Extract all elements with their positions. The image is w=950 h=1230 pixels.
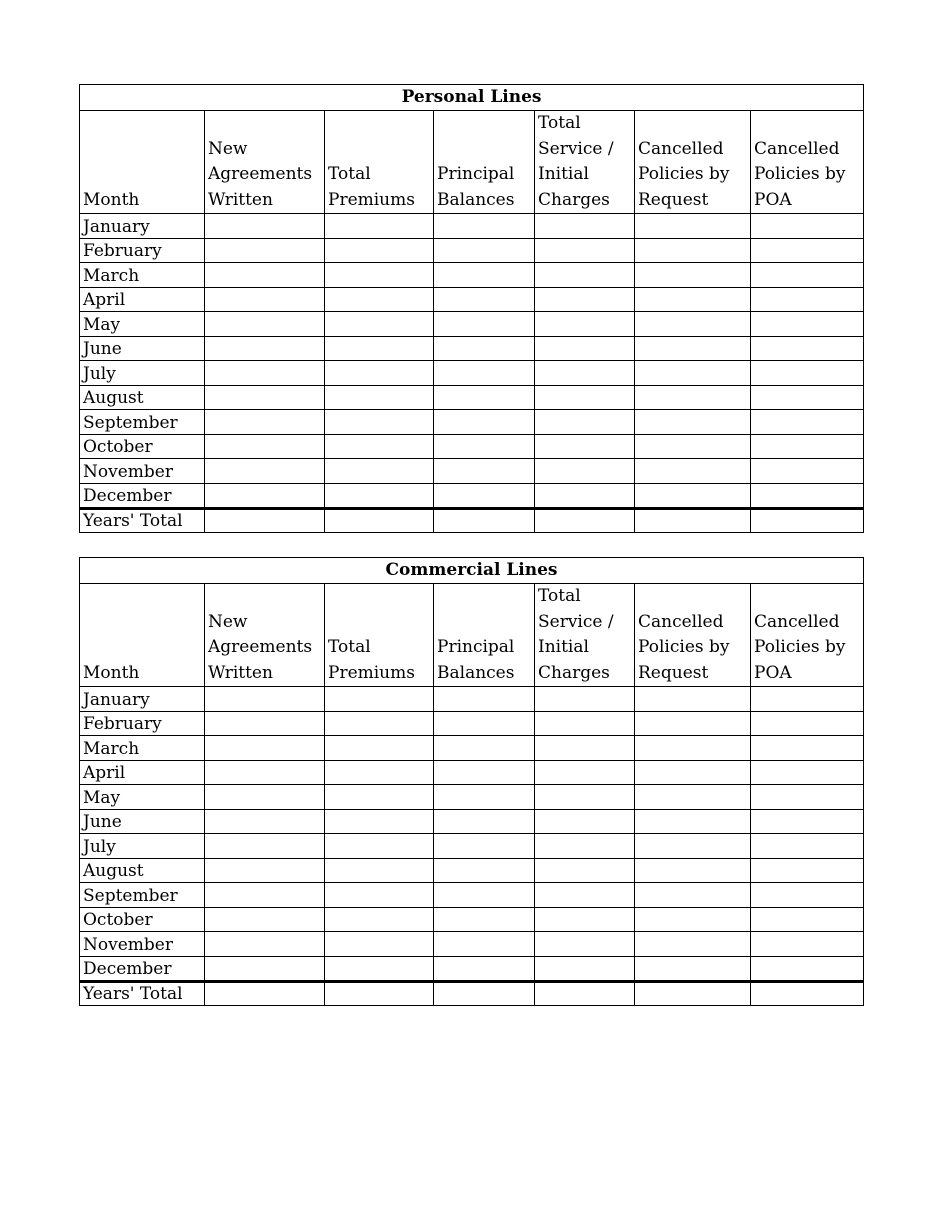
entry-cell[interactable] — [205, 858, 325, 883]
month-label: May — [80, 312, 205, 337]
entry-cell[interactable] — [751, 410, 864, 435]
entry-cell[interactable] — [751, 711, 864, 736]
entry-cell[interactable] — [325, 483, 434, 509]
entry-cell[interactable] — [205, 459, 325, 484]
entry-cell[interactable] — [751, 214, 864, 239]
entry-cell[interactable] — [325, 312, 434, 337]
column-header-line: Request — [638, 662, 709, 683]
entry-cell[interactable] — [535, 760, 635, 785]
entry-cell[interactable] — [635, 736, 751, 761]
column-header-line: Month — [83, 189, 140, 210]
column-header-line: Total — [328, 637, 371, 657]
entry-cell[interactable] — [751, 687, 864, 712]
entry-cell[interactable] — [205, 410, 325, 435]
column-header-total-premiums — [325, 584, 434, 687]
table-row — [80, 312, 864, 337]
entry-cell[interactable] — [205, 834, 325, 859]
years-total-label: Years' Total — [80, 982, 205, 1006]
column-header-line: Month — [83, 662, 140, 683]
entry-cell[interactable] — [205, 883, 325, 908]
entry-cell[interactable] — [325, 434, 434, 459]
column-header-line: Policies by — [754, 637, 846, 657]
month-label: August — [80, 858, 205, 883]
table-row — [80, 459, 864, 484]
entry-cell[interactable] — [205, 312, 325, 337]
total-cell[interactable] — [751, 982, 864, 1006]
total-cell[interactable] — [535, 509, 635, 533]
entry-cell[interactable] — [434, 711, 535, 736]
entry-cell[interactable] — [535, 434, 635, 459]
entry-cell[interactable] — [205, 385, 325, 410]
entry-cell[interactable] — [751, 809, 864, 834]
entry-cell[interactable] — [325, 932, 434, 957]
entry-cell[interactable] — [751, 287, 864, 312]
entry-cell[interactable] — [205, 434, 325, 459]
entry-cell[interactable] — [635, 459, 751, 484]
entry-cell[interactable] — [751, 483, 864, 509]
entry-cell[interactable] — [751, 883, 864, 908]
entry-cell[interactable] — [535, 361, 635, 386]
entry-cell[interactable] — [205, 238, 325, 263]
entry-cell[interactable] — [535, 809, 635, 834]
entry-cell[interactable] — [325, 711, 434, 736]
month-label: June — [80, 336, 205, 361]
personal-lines-sheet — [79, 84, 863, 533]
entry-cell[interactable] — [205, 760, 325, 785]
month-label: January — [80, 687, 205, 712]
entry-cell[interactable] — [325, 410, 434, 435]
entry-cell[interactable] — [434, 809, 535, 834]
entry-cell[interactable] — [434, 858, 535, 883]
commercial-lines-sheet — [79, 557, 863, 1006]
month-label: February — [80, 711, 205, 736]
entry-cell[interactable] — [635, 410, 751, 435]
entry-cell[interactable] — [751, 434, 864, 459]
entry-cell[interactable] — [325, 361, 434, 386]
entry-cell[interactable] — [325, 263, 434, 288]
column-header-line: Total — [538, 113, 581, 133]
month-label: December — [80, 956, 205, 982]
entry-cell[interactable] — [434, 287, 535, 312]
month-label: April — [80, 287, 205, 312]
entry-cell[interactable] — [635, 434, 751, 459]
table-title: Personal Lines — [80, 85, 864, 111]
entry-cell[interactable] — [434, 238, 535, 263]
entry-cell[interactable] — [635, 907, 751, 932]
entry-cell[interactable] — [535, 834, 635, 859]
entry-cell[interactable] — [635, 287, 751, 312]
column-header-total-service-initial-charges — [535, 111, 635, 214]
column-header-line: New — [208, 138, 248, 159]
entry-cell[interactable] — [325, 858, 434, 883]
entry-cell[interactable] — [535, 312, 635, 337]
total-cell[interactable] — [325, 509, 434, 533]
entry-cell[interactable] — [635, 238, 751, 263]
entry-cell[interactable] — [535, 711, 635, 736]
column-header-line: Written — [208, 662, 273, 683]
entry-cell[interactable] — [751, 736, 864, 761]
entry-cell[interactable] — [535, 858, 635, 883]
table-row — [80, 287, 864, 312]
total-cell[interactable] — [205, 982, 325, 1006]
column-header-month — [80, 584, 205, 687]
column-header-line: Principal — [437, 637, 515, 657]
month-label: January — [80, 214, 205, 239]
entry-cell[interactable] — [635, 687, 751, 712]
column-header-line: Total — [538, 586, 581, 606]
table-title: Commercial Lines — [80, 558, 864, 584]
column-header-line: Policies by — [754, 164, 846, 184]
entry-cell[interactable] — [635, 361, 751, 386]
month-label: November — [80, 459, 205, 484]
column-header-line: Agreements — [208, 637, 313, 657]
column-header-principal-balances — [434, 111, 535, 214]
table-row — [80, 834, 864, 859]
month-label: October — [80, 434, 205, 459]
entry-cell[interactable] — [535, 410, 635, 435]
total-cell[interactable] — [635, 509, 751, 533]
entry-cell[interactable] — [751, 760, 864, 785]
entry-cell[interactable] — [751, 785, 864, 810]
entry-cell[interactable] — [325, 287, 434, 312]
entry-cell[interactable] — [535, 483, 635, 509]
column-header-cancelled-by-poa — [751, 111, 864, 214]
entry-cell[interactable] — [434, 834, 535, 859]
entry-cell[interactable] — [205, 907, 325, 932]
entry-cell[interactable] — [535, 287, 635, 312]
entry-cell[interactable] — [434, 214, 535, 239]
column-header-line: Balances — [437, 189, 515, 210]
month-label: May — [80, 785, 205, 810]
table-row — [80, 336, 864, 361]
table-row — [80, 263, 864, 288]
entry-cell[interactable] — [205, 214, 325, 239]
entry-cell[interactable] — [434, 907, 535, 932]
total-cell[interactable] — [325, 982, 434, 1006]
column-header-line: Total — [328, 164, 371, 184]
month-label: August — [80, 385, 205, 410]
entry-cell[interactable] — [434, 687, 535, 712]
entry-cell[interactable] — [434, 760, 535, 785]
month-label: April — [80, 760, 205, 785]
entry-cell[interactable] — [325, 214, 434, 239]
month-label: October — [80, 907, 205, 932]
entry-cell[interactable] — [205, 483, 325, 509]
total-cell[interactable] — [635, 982, 751, 1006]
entry-cell[interactable] — [205, 687, 325, 712]
entry-cell[interactable] — [751, 263, 864, 288]
entry-cell[interactable] — [205, 736, 325, 761]
table-row — [80, 410, 864, 435]
commercial-lines-table — [79, 557, 864, 1006]
entry-cell[interactable] — [434, 336, 535, 361]
entry-cell[interactable] — [751, 361, 864, 386]
column-header-line: Cancelled — [638, 138, 724, 159]
entry-cell[interactable] — [434, 736, 535, 761]
entry-cell[interactable] — [751, 907, 864, 932]
entry-cell[interactable] — [635, 956, 751, 982]
column-header-row — [80, 111, 864, 214]
month-label: June — [80, 809, 205, 834]
column-header-new-agreements-written — [205, 584, 325, 687]
column-header-line: Charges — [538, 662, 610, 683]
entry-cell[interactable] — [635, 858, 751, 883]
years-total-label: Years' Total — [80, 509, 205, 533]
column-header-line: Policies by — [638, 637, 730, 657]
entry-cell[interactable] — [635, 214, 751, 239]
column-header-line: POA — [754, 662, 792, 683]
table-row — [80, 434, 864, 459]
entry-cell[interactable] — [325, 834, 434, 859]
entry-cell[interactable] — [205, 361, 325, 386]
column-header-total-service-initial-charges — [535, 584, 635, 687]
table-row — [80, 809, 864, 834]
column-header-line: Charges — [538, 189, 610, 210]
entry-cell[interactable] — [751, 336, 864, 361]
entry-cell[interactable] — [535, 736, 635, 761]
table-row — [80, 361, 864, 386]
column-header-principal-balances — [434, 584, 535, 687]
entry-cell[interactable] — [434, 263, 535, 288]
column-header-row — [80, 584, 864, 687]
entry-cell[interactable] — [205, 956, 325, 982]
table-row — [80, 907, 864, 932]
column-header-line: Agreements — [208, 164, 313, 184]
entry-cell[interactable] — [205, 263, 325, 288]
entry-cell[interactable] — [205, 809, 325, 834]
entry-cell[interactable] — [325, 385, 434, 410]
entry-cell[interactable] — [205, 932, 325, 957]
entry-cell[interactable] — [535, 385, 635, 410]
table-row — [80, 711, 864, 736]
column-header-line: Written — [208, 189, 273, 210]
entry-cell[interactable] — [535, 214, 635, 239]
personal-lines-table — [79, 84, 864, 533]
column-header-line: New — [208, 611, 248, 632]
month-label: March — [80, 736, 205, 761]
entry-cell[interactable] — [434, 932, 535, 957]
entry-cell[interactable] — [635, 312, 751, 337]
column-header-line: Cancelled — [638, 611, 724, 632]
entry-cell[interactable] — [434, 385, 535, 410]
column-header-line: Cancelled — [754, 611, 840, 632]
table-row — [80, 385, 864, 410]
month-label: March — [80, 263, 205, 288]
month-label: July — [80, 834, 205, 859]
entry-cell[interactable] — [325, 956, 434, 982]
entry-cell[interactable] — [635, 711, 751, 736]
entry-cell[interactable] — [205, 785, 325, 810]
entry-cell[interactable] — [635, 483, 751, 509]
entry-cell[interactable] — [535, 687, 635, 712]
entry-cell[interactable] — [325, 459, 434, 484]
column-header-line: POA — [754, 189, 792, 210]
entry-cell[interactable] — [635, 883, 751, 908]
table-row — [80, 687, 864, 712]
entry-cell[interactable] — [325, 760, 434, 785]
entry-cell[interactable] — [434, 312, 535, 337]
table-row — [80, 883, 864, 908]
entry-cell[interactable] — [751, 238, 864, 263]
entry-cell[interactable] — [635, 809, 751, 834]
entry-cell[interactable] — [434, 361, 535, 386]
column-header-cancelled-by-poa — [751, 584, 864, 687]
column-header-cancelled-by-request — [635, 584, 751, 687]
entry-cell[interactable] — [434, 883, 535, 908]
total-cell[interactable] — [434, 509, 535, 533]
entry-cell[interactable] — [535, 956, 635, 982]
entry-cell[interactable] — [434, 483, 535, 509]
column-header-line: Service / — [538, 138, 614, 159]
entry-cell[interactable] — [751, 834, 864, 859]
total-cell[interactable] — [205, 509, 325, 533]
entry-cell[interactable] — [325, 907, 434, 932]
years-total-row — [80, 509, 864, 533]
table-row — [80, 858, 864, 883]
entry-cell[interactable] — [635, 834, 751, 859]
entry-cell[interactable] — [635, 932, 751, 957]
total-cell[interactable] — [751, 509, 864, 533]
column-header-total-premiums — [325, 111, 434, 214]
entry-cell[interactable] — [751, 312, 864, 337]
table-row — [80, 932, 864, 957]
entry-cell[interactable] — [751, 932, 864, 957]
years-total-row — [80, 982, 864, 1006]
entry-cell[interactable] — [535, 238, 635, 263]
entry-cell[interactable] — [325, 336, 434, 361]
entry-cell[interactable] — [535, 263, 635, 288]
entry-cell[interactable] — [635, 760, 751, 785]
column-header-line: Initial — [538, 164, 589, 184]
entry-cell[interactable] — [635, 336, 751, 361]
entry-cell[interactable] — [205, 336, 325, 361]
entry-cell[interactable] — [434, 410, 535, 435]
entry-cell[interactable] — [325, 785, 434, 810]
entry-cell[interactable] — [635, 263, 751, 288]
month-label: September — [80, 410, 205, 435]
entry-cell[interactable] — [751, 459, 864, 484]
table-row — [80, 238, 864, 263]
month-label: July — [80, 361, 205, 386]
entry-cell[interactable] — [535, 932, 635, 957]
entry-cell[interactable] — [205, 711, 325, 736]
column-header-line: Service / — [538, 611, 614, 632]
entry-cell[interactable] — [434, 434, 535, 459]
column-header-new-agreements-written — [205, 111, 325, 214]
entry-cell[interactable] — [205, 287, 325, 312]
column-header-line: Policies by — [638, 164, 730, 184]
month-label: November — [80, 932, 205, 957]
column-header-line: Premiums — [328, 189, 415, 210]
entry-cell[interactable] — [535, 459, 635, 484]
column-header-line: Principal — [437, 164, 515, 184]
entry-cell[interactable] — [535, 785, 635, 810]
entry-cell[interactable] — [325, 687, 434, 712]
table-row — [80, 736, 864, 761]
entry-cell[interactable] — [325, 238, 434, 263]
column-header-line: Cancelled — [754, 138, 840, 159]
entry-cell[interactable] — [635, 385, 751, 410]
total-cell[interactable] — [535, 982, 635, 1006]
entry-cell[interactable] — [535, 883, 635, 908]
entry-cell[interactable] — [325, 809, 434, 834]
table-row — [80, 760, 864, 785]
entry-cell[interactable] — [535, 336, 635, 361]
entry-cell[interactable] — [635, 785, 751, 810]
entry-cell[interactable] — [434, 785, 535, 810]
month-label: September — [80, 883, 205, 908]
entry-cell[interactable] — [325, 883, 434, 908]
entry-cell[interactable] — [751, 858, 864, 883]
table-row — [80, 483, 864, 509]
column-header-line: Premiums — [328, 662, 415, 683]
entry-cell[interactable] — [751, 385, 864, 410]
table-row — [80, 785, 864, 810]
entry-cell[interactable] — [434, 956, 535, 982]
table-row — [80, 956, 864, 982]
entry-cell[interactable] — [325, 736, 434, 761]
month-label: February — [80, 238, 205, 263]
total-cell[interactable] — [434, 982, 535, 1006]
column-header-line: Balances — [437, 662, 515, 683]
column-header-cancelled-by-request — [635, 111, 751, 214]
column-header-line: Request — [638, 189, 709, 210]
entry-cell[interactable] — [535, 907, 635, 932]
entry-cell[interactable] — [751, 956, 864, 982]
column-header-month — [80, 111, 205, 214]
month-label: December — [80, 483, 205, 509]
column-header-line: Initial — [538, 637, 589, 657]
table-row — [80, 214, 864, 239]
entry-cell[interactable] — [434, 459, 535, 484]
